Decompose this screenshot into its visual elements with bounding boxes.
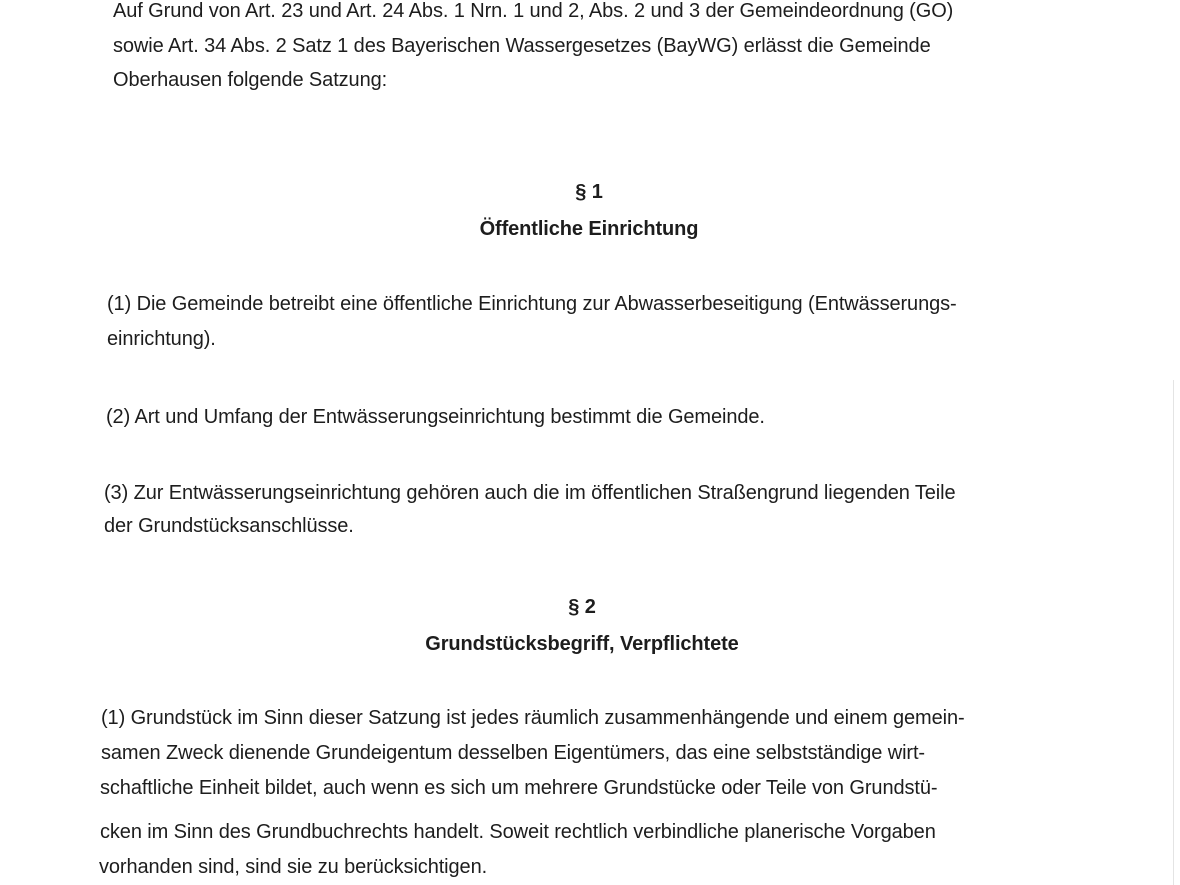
paragraph-line: (2) Art und Umfang der Entwässerungseinrichtung bestimmt die Gemeinde. [106,406,765,428]
paragraph-line: schaftliche Einheit bildet, auch wenn es sich um mehrere Grundstücke oder Teile von Grundstü- [100,777,938,799]
preamble-line: Oberhausen folgende Satzung: [113,69,388,91]
section-title: Grundstücksbegriff, Verpflichtete [425,633,739,655]
paragraph-line: (1) Grundstück im Sinn dieser Satzung ist jedes räumlich zusammenhängende und einem gemein- [101,707,965,729]
paragraph-line: (1) Die Gemeinde betreibt eine öffentliche Einrichtung zur Abwasserbeseitigung (Entwässerungs- [107,293,957,315]
paragraph-line: der Grundstücksanschlüsse. [104,515,354,537]
paragraph-line: samen Zweck dienende Grundeigentum desselben Eigentümers, das eine selbstständige wirt- [101,742,925,764]
preamble-line: Auf Grund von Art. 23 und Art. 24 Abs. 1 Nrn. 1 und 2, Abs. 2 und 3 der Gemeindeordnung (GO) [113,0,954,22]
section-number: § 1 [575,181,603,203]
paragraph-line: einrichtung). [107,328,216,350]
paragraph-line: cken im Sinn des Grundbuchrechts handelt. Soweit rechtlich verbindliche planerische Vorgaben [100,821,936,843]
section-number: § 2 [568,596,596,618]
section-title: Öffentliche Einrichtung [479,218,699,240]
paragraph-line: (3) Zur Entwässerungseinrichtung gehören auch die im öffentlichen Straßengrund liegenden Teile [104,482,956,504]
preamble-line: sowie Art. 34 Abs. 2 Satz 1 des Bayerischen Wassergesetzes (BayWG) erlässt die Gemeinde [113,35,931,57]
scan-edge-divider [1173,380,1174,885]
paragraph-line: vorhanden sind, sind sie zu berücksichtigen. [99,856,488,878]
